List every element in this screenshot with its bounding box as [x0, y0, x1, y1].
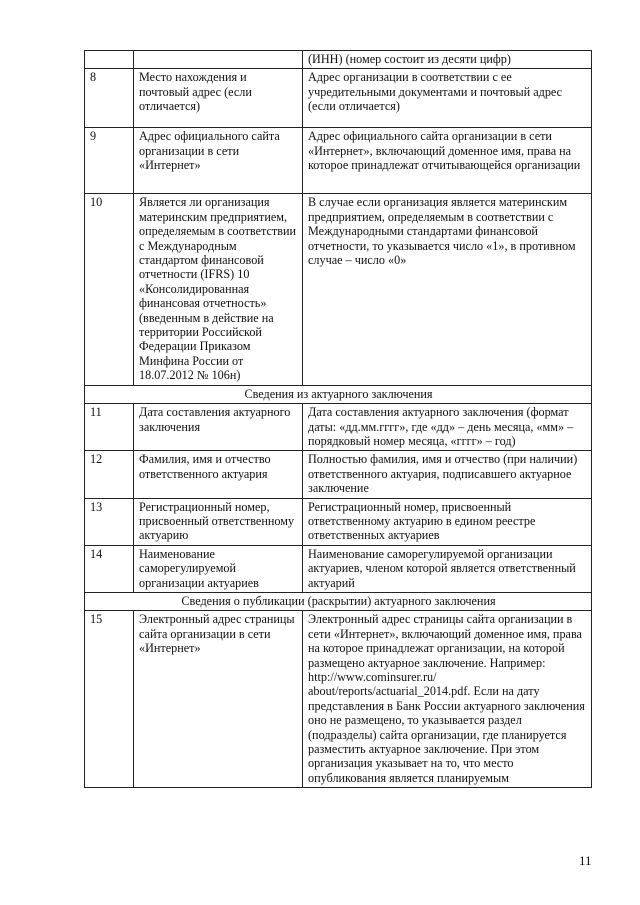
table-row	[85, 51, 592, 69]
row-number: 15	[85, 611, 134, 788]
row-number: 9	[85, 128, 134, 194]
table-row	[85, 69, 592, 128]
field-description: Полностью фамилия, имя и отчество (при наличии) ответственного актуария, подписавшего актуарное заключение	[303, 451, 592, 498]
row-number: 8	[85, 69, 134, 128]
field-description: Электронный адрес страницы сайта организации в сети «Интернет», включающий доменное имя, права на которое принадлежат организации, на которой размещено актуарное заключение. Например: http://www.cominsurer.ru/ about/reports/actuarial_2014.pdf. Если на дату представления в Банк России актуарного заключения оно не размещено, то указывается раздел (подразделы) сайта организации, где планируется разместить актуарное заключение. При этом организация указывает на то, что место опубликования является планируемым	[303, 611, 592, 788]
field-name: Место нахождения и почтовый адрес (если отличается)	[134, 69, 303, 128]
section-header-row	[85, 592, 592, 610]
field-description: Регистрационный номер, присвоенный ответственному актуарию в едином реестре ответственных актуариев	[303, 498, 592, 545]
field-description: Дата составления актуарного заключения (формат даты: «дд.мм.гггг», где «дд» – день месяца, «мм» – порядковый номер месяца, «гггг» – год)	[303, 404, 592, 451]
table-row	[85, 194, 592, 385]
field-name: Регистрационный номер, присвоенный ответственному актуарию	[134, 498, 303, 545]
section-header: Сведения из актуарного заключения	[85, 385, 592, 403]
section-header: Сведения о публикации (раскрытии) актуарного заключения	[85, 592, 592, 610]
table-row	[85, 545, 592, 592]
field-name: Дата составления актуарного заключения	[134, 404, 303, 451]
row-number	[85, 51, 134, 69]
field-name: Электронный адрес страницы сайта организации в сети «Интернет»	[134, 611, 303, 788]
field-name: Наименование саморегулируемой организации актуариев	[134, 545, 303, 592]
field-description: Адрес организации в соответствии с ее учредительными документами и почтовый адрес (если отличается)	[303, 69, 592, 128]
section-header-row	[85, 385, 592, 403]
field-name	[134, 51, 303, 69]
field-name: Фамилия, имя и отчество ответственного актуария	[134, 451, 303, 498]
row-number: 11	[85, 404, 134, 451]
field-description: Адрес официального сайта организации в сети «Интернет», включающий доменное имя, права на которое принадлежат отчитывающейся организации	[303, 128, 592, 194]
page-number: 11	[579, 853, 592, 868]
row-number: 10	[85, 194, 134, 385]
row-number: 14	[85, 545, 134, 592]
field-description: (ИНН) (номер состоит из десяти цифр)	[303, 51, 592, 69]
row-number: 13	[85, 498, 134, 545]
table-row	[85, 451, 592, 498]
row-number: 12	[85, 451, 134, 498]
table-row	[85, 128, 592, 194]
field-description: Наименование саморегулируемой организации актуариев, членом которой является ответственный актуарий	[303, 545, 592, 592]
table-row	[85, 498, 592, 545]
field-name: Является ли организация материнским предприятием, определяемым в соответствии с Международным стандартом финансовой отчетности (IFRS) 10 «Консолидированная финансовая отчетность» (введенным в действие на территории Российской Федерации Приказом Минфина России от 18.07.2012 № 106н)	[134, 194, 303, 385]
table-row	[85, 404, 592, 451]
field-description: В случае если организация является материнским предприятием, определяемым в соответствии с Международными стандартами финансовой отчетности, то указывается число «1», в противном случае – число «0»	[303, 194, 592, 385]
document-table	[84, 50, 592, 788]
field-name: Адрес официального сайта организации в сети «Интернет»	[134, 128, 303, 194]
table-row	[85, 611, 592, 788]
